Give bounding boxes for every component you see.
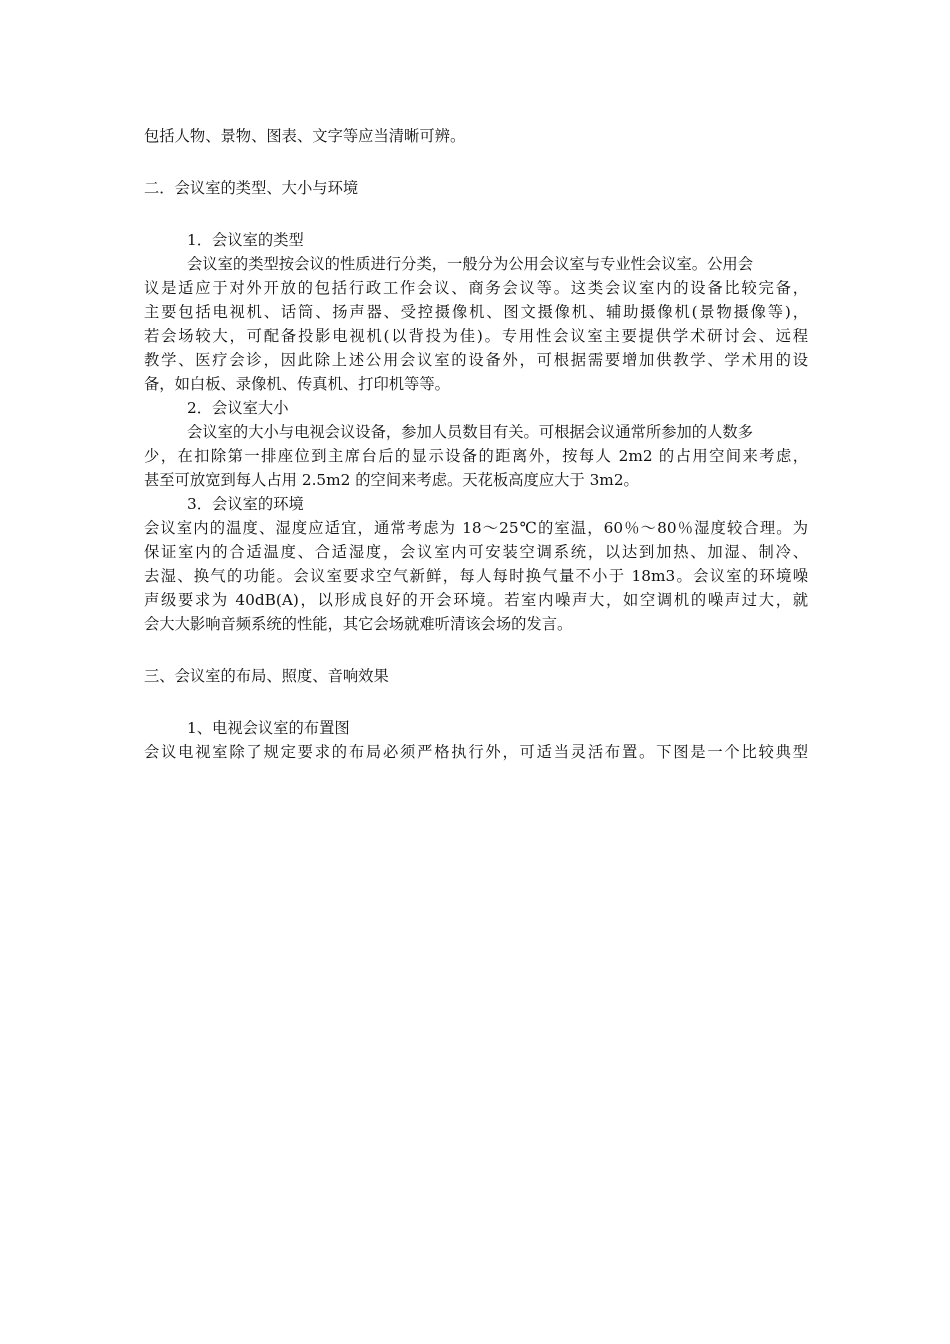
paragraph-line: 会议室的大小与电视会议设备，参加人员数目有关。可根据会议通常所参加的人数多 bbox=[187, 423, 753, 441]
paragraph-line: 教学、医疗会诊，因此除上述公用会议室的设备外，可根据需要增加供教学、学术用的设 bbox=[144, 351, 808, 369]
subsection-heading: 1．会议室的类型 bbox=[187, 231, 304, 249]
subsection-heading: 3．会议室的环境 bbox=[187, 495, 304, 513]
paragraph-line: 会大大影响音频系统的性能，其它会场就难听清该会场的发言。 bbox=[144, 615, 573, 633]
section-heading: 三、会议室的布局、照度、音响效果 bbox=[144, 667, 389, 685]
paragraph-line: 会议电视室除了规定要求的布局必须严格执行外，可适当灵活布置。下图是一个比较典型 bbox=[144, 743, 808, 761]
blank-line bbox=[144, 688, 808, 712]
paragraph-line: 主要包括电视机、话筒、扬声器、受控摄像机、图文摄像机、辅助摄像机(景物摄像等)， bbox=[144, 303, 808, 321]
paragraph-line: 保证室内的合适温度、合适湿度，会议室内可安装空调系统，以达到加热、加湿、制冷、 bbox=[144, 543, 808, 561]
blank-line bbox=[144, 636, 808, 660]
paragraph-line: 会议室内的温度、湿度应适宜，通常考虑为 18～25℃的室温，60％～80％湿度较合理。为 bbox=[144, 519, 808, 537]
paragraph-line: 若会场较大，可配备投影电视机(以背投为佳)。专用性会议室主要提供学术研讨会、远程 bbox=[144, 327, 808, 345]
paragraph-line: 甚至可放宽到每人占用 2.5m2 的空间来考虑。天花板高度应大于 3m2。 bbox=[144, 471, 639, 489]
blank-line bbox=[144, 148, 808, 172]
document-body bbox=[144, 124, 808, 764]
paragraph-line: 少，在扣除第一排座位到主席台后的显示设备的距离外，按每人 2m2 的占用空间来考虑， bbox=[144, 447, 808, 465]
subsection-heading: 1、电视会议室的布置图 bbox=[187, 719, 350, 737]
paragraph-line: 声级要求为 40dB(A)，以形成良好的开会环境。若室内噪声大，如空调机的噪声过大，就 bbox=[144, 591, 808, 609]
paragraph-line: 会议室的类型按会议的性质进行分类，一般分为公用会议室与专业性会议室。公用会 bbox=[187, 255, 753, 273]
paragraph-line: 包括人物、景物、图表、文字等应当清晰可辨。 bbox=[144, 127, 466, 145]
subsection-heading: 2．会议室大小 bbox=[187, 399, 289, 417]
paragraph-line: 去湿、换气的功能。会议室要求空气新鲜，每人每时换气量不小于 18m3。会议室的环境噪 bbox=[144, 567, 808, 585]
paragraph-line: 备，如白板、录像机、传真机、打印机等等。 bbox=[144, 375, 450, 393]
paragraph-line: 议是适应于对外开放的包括行政工作会议、商务会议等。这类会议室内的设备比较完备， bbox=[144, 279, 808, 297]
blank-line bbox=[144, 200, 808, 224]
section-heading: 二．会议室的类型、大小与环境 bbox=[144, 179, 359, 197]
